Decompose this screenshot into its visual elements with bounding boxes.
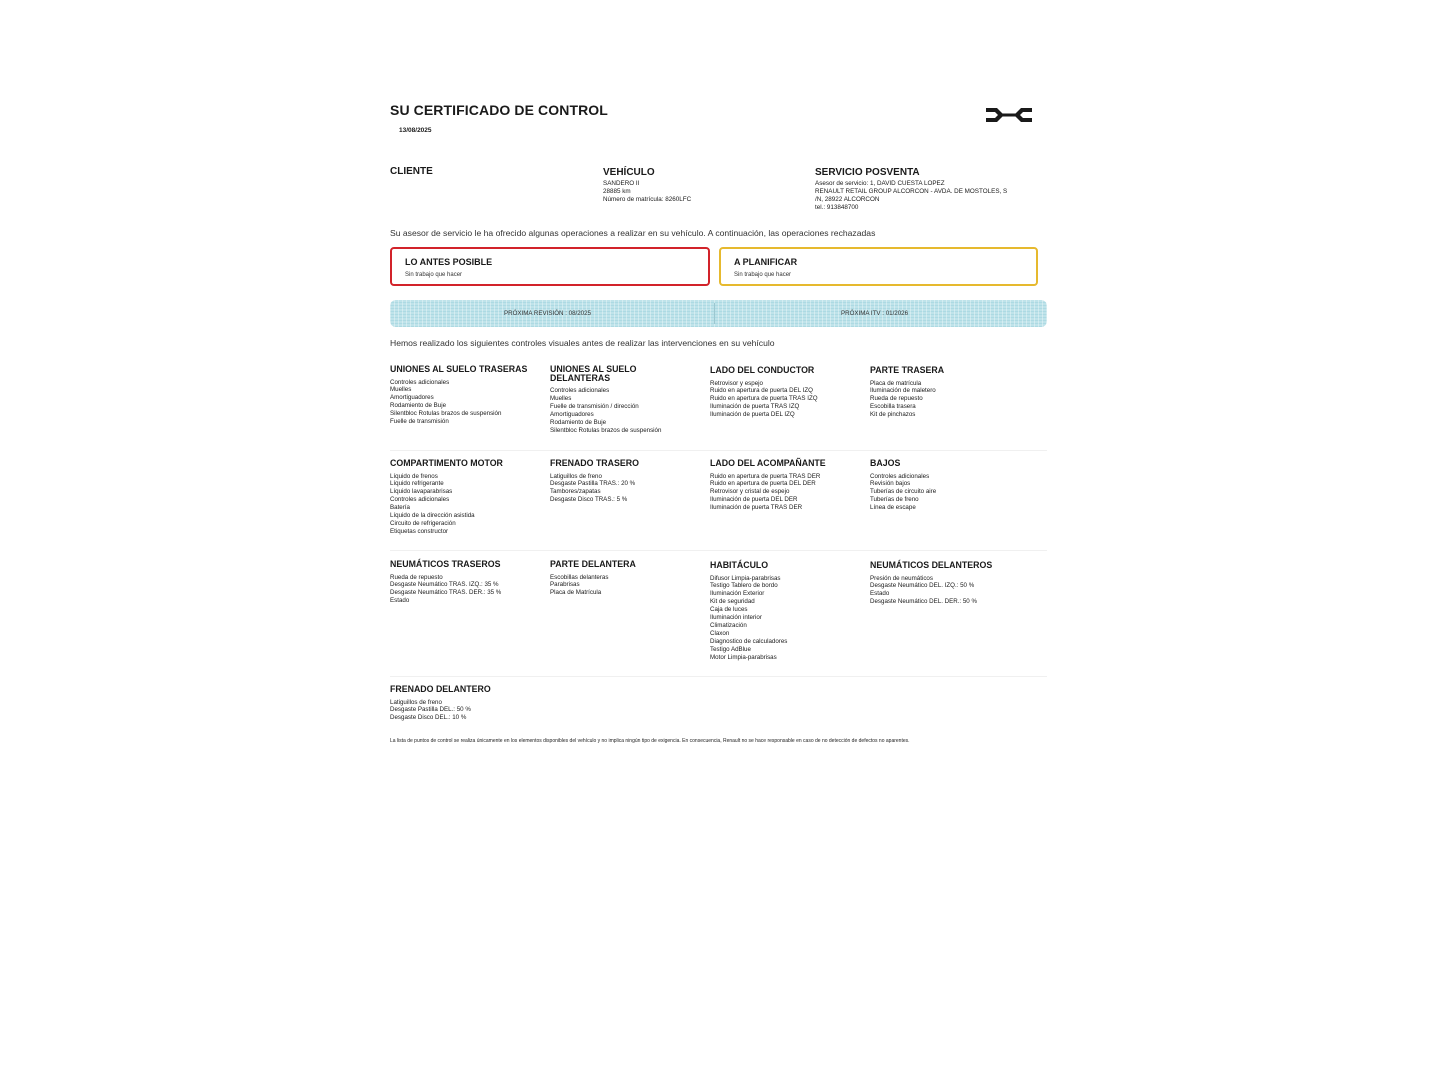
section-item: Testigo AdBlue [710,645,751,653]
section-item: Silentbloc Rotulas brazos de suspensión [550,426,662,434]
section-item: Testigo Tablero de bordo [710,582,778,590]
section-item: Fuelle de transmisión [390,418,449,426]
vehiculo-details [603,180,691,204]
urgent-box [390,247,710,286]
section-neumaticos-traseros [390,560,545,605]
row-divider [390,450,1047,451]
section-item: Tuberías de circuito aire [870,488,937,496]
row-divider [390,550,1047,551]
brand-logo-icon [986,107,1032,123]
section-item: Retrovisor y espejo [710,379,763,387]
section-item: Amortiguadores [550,410,594,418]
section-item: Silentbloc Rotulas brazos de suspensión [390,410,502,418]
section-item: Placa de Matrícula [550,589,602,597]
section-item: Desgaste Neumático DEL. IZQ.: 50 % [870,582,975,590]
posventa-details [815,180,1007,212]
next-revision: PRÓXIMA REVISIÓN : 08/2025 [504,310,592,317]
section-item: Líquido lavaparabrisas [390,488,453,496]
section-item: Desgaste Neumático TRAS. IZQ.: 35 % [390,581,499,589]
section-title: UNIONES AL SUELO TRASERAS [390,364,528,374]
section-item: Iluminación interior [710,614,762,622]
section-item: Desgaste Neumático DEL. DER.: 50 % [870,598,977,606]
section-item: Controles adicionales [870,472,930,480]
section-title: PARTE TRASERA [870,365,945,375]
section-title: FRENADO DELANTERO [390,684,491,694]
vehiculo-plate: Número de matrícula: 8260LFC [603,196,692,203]
next-itv: PRÓXIMA ITV : 01/2026 [841,310,909,317]
section-habitaculo [710,561,865,661]
section-item: Rueda de repuesto [870,395,923,403]
section-title: UNIONES AL SUELO DELANTERAS [550,364,637,383]
section-item: Desgaste Pastilla TRAS.: 20 % [550,480,636,488]
section-title: LADO DEL ACOMPAÑANTE [710,458,826,468]
section-item: Diagnostico de calculadores [710,637,788,645]
section-item: Motor Limpia-parabrisas [710,653,777,661]
band-divider [714,303,715,324]
section-item: Rueda de repuesto [390,573,443,581]
section-lado-conductor [710,366,865,419]
certificate-date: 13/08/2025 [399,127,432,134]
section-item: Líquido refrigerante [390,480,444,488]
section-item: Iluminación de puerta TRAS IZQ [710,403,800,411]
section-item: Escobillas delanteras [550,573,609,581]
section-item: Líquido de frenos [390,472,438,480]
section-item: Circuito de refrigeración [390,519,456,527]
section-item: Revisión bajos [870,480,911,488]
section-item: Ruido en apertura de puerta TRAS IZQ [710,395,818,403]
section-title: PARTE DELANTERA [550,559,636,569]
section-item: Claxon [710,629,730,637]
section-item: Iluminación Exterior [710,590,765,598]
intro-text: Su asesor de servicio le ha ofrecido algunas operaciones a realizar en su vehículo. A continuación, las operaciones rechazadas [390,228,876,238]
row-divider [390,676,1047,677]
section-item: Batería [390,504,410,512]
section-title: BAJOS [870,458,901,468]
section-item: Amortiguadores [390,394,434,402]
section-item: Presión de neumáticos [870,574,933,582]
section-item: Difusor Limpia-parabrisas [710,574,781,582]
section-item: Iluminación de maletero [870,387,936,395]
section-item: Iluminación de puerta TRAS DER [710,504,803,512]
posventa-address-1: RENAULT RETAIL GROUP ALCORCON - AVDA. DE MOSTOLES, S [815,188,1008,195]
plan-box [719,247,1038,286]
section-title: LADO DEL CONDUCTOR [710,365,815,375]
section-item: Escobilla trasera [870,403,916,411]
section-item: Kit de pinchazos [870,411,916,419]
section-bajos [870,459,1025,512]
section-compartimento-motor [390,459,545,536]
next-service-band [390,300,1047,327]
section-item: Ruido en apertura de puerta DEL IZQ [710,387,813,395]
section-item: Ruido en apertura de puerta DEL DER [710,480,816,488]
section-item: Parabrisas [550,581,580,589]
section-title: FRENADO TRASERO [550,458,639,468]
section-item: Ruido en apertura de puerta TRAS DER [710,472,821,480]
section-lado-acompanante [710,459,865,512]
section-item: Desgaste Pastilla DEL.: 50 % [390,706,471,714]
section-item: Tambores/zapatas [550,488,601,496]
section-item: Latiguillos de freno [390,698,442,706]
section-item: Retrovisor y cristal de espejo [710,488,790,496]
page-title: SU CERTIFICADO DE CONTROL [390,102,608,118]
section-item: Desgaste Disco TRAS.: 5 % [550,496,628,504]
section-title: NEUMÁTICOS DELANTEROS [870,560,993,570]
posventa-phone: tel.: 913848700 [815,204,859,211]
section-item: Rodamiento de Buje [390,402,447,410]
section-item: Kit de seguridad [710,598,755,606]
section-item: Fuelle de transmisión / dirección [550,402,639,410]
section-uniones-traseras [390,365,545,426]
urgent-subtitle: Sin trabajo que hacer [405,272,463,278]
section-item: Desgaste Neumático TRAS. DER.: 35 % [390,589,502,597]
posventa-advisor: Asesor de servicio: 1, DAVID CUESTA LOPEZ [815,180,945,187]
section-item: Climatización [710,621,747,629]
section-item: Latiguillos de freno [550,472,602,480]
section-item: Iluminación de puerta DEL IZQ [710,411,795,419]
section-title: HABITÁCULO [710,560,769,570]
section-item: Estado [870,590,890,598]
section-item: Caja de luces [710,606,748,614]
posventa-label: SERVICIO POSVENTA [815,167,920,178]
disclaimer-footnote: La lista de puntos de control se realiza únicamente en los elementos disponibles del vehículo y no implica ningún tipo de exigencia. En consecuencia, Renault no se hace responsable en caso de no detección de defectos no aparentes. [390,738,910,744]
vehiculo-label: VEHÍCULO [603,167,655,178]
posventa-address-2: /N, 28922 ALCORCON [815,196,880,203]
section-item: Placa de matrícula [870,379,922,387]
plan-subtitle: Sin trabajo que hacer [734,272,792,278]
section-title: NEUMÁTICOS TRASEROS [390,559,501,569]
section-frenado-trasero [550,459,705,504]
section-item: Líquido de la dirección asistida [390,512,475,520]
section-item: Etiquetas constructor [390,527,449,535]
section-item: Iluminación de puerta DEL DER [710,496,798,504]
section-item: Tuberías de freno [870,496,919,504]
section-parte-delantera [550,560,705,597]
section-frenado-delantero [390,685,545,722]
section-item: Estado [390,597,410,605]
section-neumaticos-delanteros [870,561,1025,606]
plan-title: A PLANIFICAR [734,257,798,267]
section-title: COMPARTIMENTO MOTOR [390,458,503,468]
section-item: Línea de escape [870,504,916,512]
section-parte-trasera [870,366,1025,419]
section-item: Controles adicionales [550,387,610,394]
section-item: Muelles [550,394,572,402]
urgent-title: LO ANTES POSIBLE [405,257,493,267]
section-uniones-delanteras [550,365,670,434]
section-item: Desgaste Disco DEL.: 10 % [390,714,467,722]
section-item: Muelles [390,386,412,394]
vehiculo-model: SANDERO II [603,180,640,187]
cliente-label: CLIENTE [390,166,433,177]
section-item: Rodamiento de Buje [550,418,607,426]
section-item: Controles adicionales [390,378,450,386]
vehiculo-mileage: 28885 km [603,188,631,195]
section-item: Controles adicionales [390,496,450,504]
controls-intro-text: Hemos realizado los siguientes controles visuales antes de realizar las intervenciones en su vehículo [390,338,775,348]
